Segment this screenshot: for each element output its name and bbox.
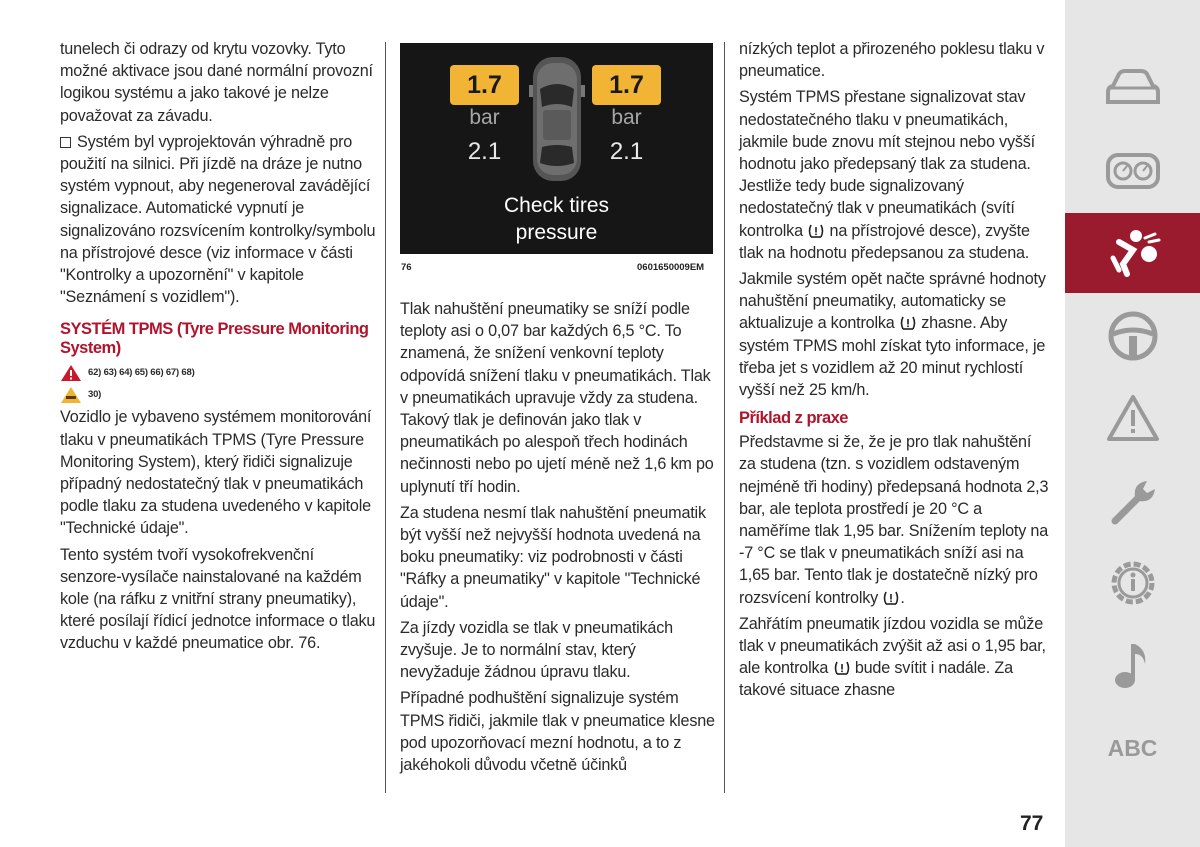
caution-references: 30) [60,384,376,406]
tpms-warning-icon [807,224,825,238]
left-value: 2.1 [467,138,502,165]
figure-message-line2: pressure [515,221,598,244]
danger-triangle-icon [60,364,82,382]
figure-number: 76 [401,262,412,273]
tpms-display-figure [400,43,713,254]
sidebar-item-maintenance[interactable] [1065,461,1200,541]
warning-references: 62) 63) 64) 65) 66) 67) 68) [60,362,376,384]
paragraph: Systém byl vyprojektován výhradně pro použití na silnici. Při jízdě na dráze je nutno systém vypnout, aby negeneroval zavádějící signalizace. Automatické vypnutí je signalizováno rozsvícením kontrolky/symbolu na přístrojové desce (viz informace v části "Kontrolky a upozornění" v kapitole "Seznámení s vozidlem"). [60,132,376,307]
text-column-3 [739,38,1051,706]
paragraph: tunelech či odrazy od krytu vozovky. Tyto možné aktivace jsou dané normální provozní logikou systému a jako takové je nelze považovat za závadu. [60,40,373,125]
paragraph: Za studena nesmí tlak nahuštění pneumatik být vyšší než nejvyšší hodnota uvedená na boku pneumatiky: viz podrobnosti v části "Ráfky a pneumatiky" v kapitole "Technické údaje". [400,503,706,611]
text-column-1 [60,38,376,659]
left-unit: bar [469,106,500,129]
tpms-warning-icon [833,661,851,675]
wrench-icon [1107,475,1159,527]
tpms-warning-icon [882,591,900,605]
tpms-warning-icon [899,316,917,330]
paragraph: Systém TPMS přestane signalizovat stav nedostatečného tlaku v pneumatikách, jakmile bude znovu mít stejnou nebo vyšší hodnotu jako předepsaný tlak za studena. Jestliže tedy bude signalizovaný nedostatečný tlak v pneumatikách (svítí kontrolka na přístrojové desce), zvyšte tlak na hodnotu předepsanou za studena. [739,88,1035,262]
sidebar-item-safety[interactable] [1065,213,1200,293]
column-divider [724,42,725,793]
checkbox-bullet-icon [60,137,71,148]
sidebar-item-dashboard[interactable] [1065,131,1200,211]
airbag-person-icon [1105,228,1161,278]
info-gear-icon [1106,556,1160,610]
warning-triangle-icon [1106,394,1160,442]
page-number: 77 [1020,812,1044,835]
sidebar-item-technical-data[interactable] [1065,543,1200,623]
chapter-sidebar [1065,0,1200,847]
paragraph: Tento systém tvoří vysokofrekvenční senzore-vysílače nainstalované na každém kole (na ráfku z vnitřní strany pneumatiky), které posílají řídicí jednotce informace o tlaku vzduchu v každé pneumatice obr. 76. [60,545,376,653]
section-heading: Příklad z praxe [739,409,848,428]
paragraph: Zahřátím pneumatik jízdou vozidla se může tlak v pneumatikách zvýšit až asi o 1,95 bar, ale kontrolka bude svítit i nadále. Za takové situace zhasne [739,614,1046,700]
section-heading: SYSTÉM TPMS (Tyre Pressure Monitoring System) [60,320,369,358]
right-pressure-box: 1.7 [592,65,661,105]
sidebar-item-emergency[interactable] [1065,378,1200,458]
sidebar-item-car[interactable] [1065,48,1200,128]
figure-code: 0601650009EM [637,262,705,273]
right-value: 2.1 [609,138,644,165]
paragraph: Za jízdy vozidla se tlak v pneumatikách zvyšuje. Je to normální stav, který nevyžaduje žádnou úpravu tlaku. [400,618,673,682]
music-note-icon [1111,640,1155,692]
car-icon [1105,68,1161,108]
sidebar-item-driving[interactable] [1065,296,1200,376]
sidebar-item-index[interactable]: ABC [1107,734,1158,761]
paragraph: nízkých teplot a přirozeného poklesu tlaku v pneumatice. [739,40,1045,81]
column-divider [385,42,386,793]
sidebar-item-multimedia[interactable] [1065,626,1200,706]
figure-message-line1: Check tires [503,194,610,217]
paragraph: Vozidlo je vybaveno systémem monitorování tlaku v pneumatikách TPMS (Tyre Pressure Monitoring System), který řidiči signalizuje případný nedostatečný tlak v pneumatikách podle tlaku za studena uvedeného v kapitole "Technické údaje". [60,408,372,538]
dashboard-icon [1105,151,1161,191]
paragraph: Tlak nahuštění pneumatiky se sníží podle teploty asi o 0,07 bar každých 6,5 °C. To znamená, že snížení venkovní teploty odpovídá snížení tlaku v pneumatikách. Tlak v pneumatikách upravuje vždy za studena. Takový tlak je definován jako tlak v pneumatikách po alespoň třech hodinách nečinnosti nebo po ujetí méně než 1,6 km po uplynutí tří hodin. [400,300,714,496]
paragraph: Případné podhuštění signalizuje systém TPMS řidiči, jakmile tlak v pneumatice klesne pod upozorňovací mezní hodnotu, a to z jakéhokoli důvodu včetně účinků [400,689,715,775]
left-pressure-box: 1.7 [450,65,519,105]
text-column-2 [400,298,716,780]
right-unit: bar [611,106,642,129]
caution-triangle-icon [60,386,82,404]
car-top-view-icon [529,55,585,183]
paragraph: Představme si že, že je pro tlak nahuštění za studena (tzn. s vozidlem odstaveným nejméně tři hodiny) předepsaná hodnota 2,3 bar, ale teplota prostředí je 20 °C a naměříme tlak 1,95 bar. Snížením teploty na -7 °C se tlak v pneumatikách sníží asi na 1,65 bar. Tento tlak je dostatečně nízký pro rozsvícení kontrolky . [739,433,1049,607]
steering-wheel-icon [1107,310,1159,362]
paragraph: Jakmile systém opět načte správné hodnoty nahuštění pneumatiky, automaticky se aktualizuje a kontrolka zhasne. Aby systém TPMS mohl získat tyto informace, je třeba jet s vozidlem až 20 minut rychlostí vyšší než 25 km/h. [739,270,1046,400]
